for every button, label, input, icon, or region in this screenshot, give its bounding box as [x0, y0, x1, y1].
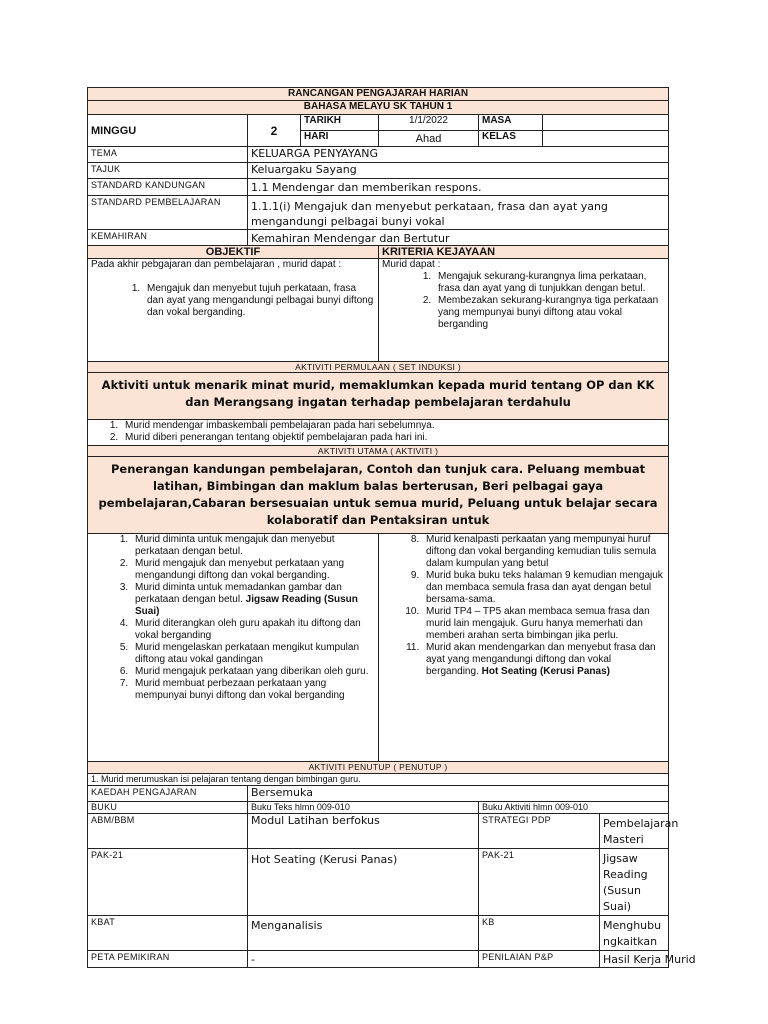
abm-value: Modul Latihan berfokus: [248, 814, 479, 849]
kaedah-value: Bersemuka: [248, 786, 669, 802]
list-item: 10. Murid TP4 – TP5 akan membaca semua frasa dan murid lain mengajuk. Guru hanya memerhati dan memberi arahan serta bimbingan jika perlu.: [422, 606, 665, 642]
standard-pembelajaran-value: 1.1.1(i) Mengajuk dan menyebut perkataan, frasa dan ayat yang mengandungi pelbagai bunyi vokal: [248, 196, 669, 230]
hari-value: Ahad: [379, 131, 479, 147]
utama-right-cell: [379, 534, 669, 762]
objektif-heading: OBJEKTIF: [88, 246, 379, 259]
tajuk-label: TAJUK: [88, 163, 248, 179]
peta-value: -: [248, 951, 479, 968]
tajuk-value: Keluargaku Sayang: [248, 163, 669, 179]
list-item: 5. Murid mengelaskan perkataan mengikut kumpulan diftong atau vokal gandingan: [131, 642, 375, 666]
list-item: 2. Murid diberi penerangan tentang objektif pembelajaran pada hari ini.: [121, 432, 665, 444]
list-item: 6. Murid mengajuk perkataan yang diberikan oleh guru.: [131, 666, 375, 678]
list-item: 11. Murid akan mendengarkan dan menyebut frasa dan ayat yang mengandungi diftong dan vokal berganding. Hot Seating (Kerusi Panas): [422, 642, 665, 678]
utama-summary: Penerangan kandungan pembelajaran, Contoh dan tunjuk cara. Peluang membuat latihan, Bimbingan dan maklum balas berterusan, Beri pelbagai gaya pembelajaran,Cabaran bersesuaian untuk semua murid, Peluang untuk belajar secara kolaboratif dan Pentaksiran untuk: [88, 457, 669, 534]
buku-label: BUKU: [88, 802, 248, 814]
kaedah-label: KAEDAH PENGAJARAN: [88, 786, 248, 802]
objektif-intro: Pada akhir pebgajaran dan pembelajaran , murid dapat :: [91, 259, 342, 270]
plan-subtitle: BAHASA MELAYU SK TAHUN 1: [88, 101, 669, 115]
kb-label: KB: [479, 916, 600, 951]
list-item: 2. Membezakan sekurang-kurangnya tiga perkataan yang mempunyai bunyi diftong atau vokal berganding: [434, 295, 665, 331]
penilaian-value: Hasil Kerja Murid: [600, 951, 669, 968]
buku-aktiviti: Buku Aktiviti hlmn 009-010: [479, 802, 669, 814]
lesson-plan-table: [87, 87, 696, 968]
tarikh-value: 1/1/2022: [379, 115, 479, 131]
tema-label: TEMA: [88, 147, 248, 163]
kelas-label: KELAS: [479, 131, 543, 147]
list-item: 1. Murid mendengar imbaskembali pembelajaran pada hari sebelumnya.: [121, 420, 665, 432]
kemahiran-value: Kemahiran Mendengar dan Bertutur: [248, 230, 669, 246]
penutup-heading: AKTIVITI PENUTUP ( PENUTUP ): [88, 762, 669, 774]
penilaian-label: PENILAIAN P&P: [479, 951, 600, 968]
utama-heading: AKTIVITI UTAMA ( AKTIVITI ): [88, 446, 669, 457]
list-item: 2. Murid mengajuk dan menyebut perkataan yang mengandungi diftong dan vokal berganding.: [131, 558, 375, 582]
permulaan-summary: Aktiviti untuk menarik minat murid, memaklumkan kepada murid tentang OP dan KK dan Merangsang ingatan terhadap pembelajaran terdahulu: [88, 373, 669, 420]
utama-left-list: [91, 534, 375, 702]
objektif-cell: [88, 259, 379, 362]
list-item: 9. Murid buka buku teks halaman 9 kemudian mengajuk dan membaca semula frasa dan ayat dengan betul bersama-sama.: [422, 570, 665, 606]
kelas-value: [543, 131, 669, 147]
strategi-value: Pembelajaran Masteri: [600, 814, 669, 849]
tema-value: KELUARGA PENYAYANG: [248, 147, 669, 163]
pak2-label: PAK-21: [479, 849, 600, 916]
masa-value: [543, 115, 669, 131]
objektif-list: [91, 283, 375, 319]
penutup-item: 1. Murid merumuskan isi pelajaran tentang dengan bimbingan guru.: [88, 774, 669, 786]
pak-label: PAK-21: [88, 849, 248, 916]
permulaan-list: [91, 420, 665, 444]
permulaan-heading: AKTIVITI PERMULAAN ( SET INDUKSI ): [88, 362, 669, 373]
minggu-label: MINGGU: [88, 115, 248, 147]
pak2-value: Jigsaw Reading (Susun Suai): [600, 849, 669, 916]
pak-value: Hot Seating (Kerusi Panas): [248, 849, 479, 916]
lesson-plan: [87, 87, 696, 968]
list-item: 3. Murid diminta untuk memadankan gambar dan perkataan dengan betul. Jigsaw Reading (Susun Suai): [131, 582, 375, 618]
strategi-label: STRATEGI PDP: [479, 814, 600, 849]
kemahiran-label: KEMAHIRAN: [88, 230, 248, 246]
list-item: 8. Murid kenalpasti perkaatan yang mempunyai huruf diftong dan vokal berganding kemudian tulis semula dalam kumpulan yang betul: [422, 534, 665, 570]
list-item: 1. Mengajuk dan menyebut tujuh perkataan, frasa dan ayat yang mengandungi pelbagai bunyi diftong dan vokal berganding.: [143, 283, 375, 319]
kriteria-intro: Murid dapat :: [382, 259, 441, 270]
utama-left-cell: [88, 534, 379, 762]
list-item: 7. Murid membuat perbezaan perkataan yang mempunyai bunyi diftong dan vokal berganding: [131, 678, 375, 702]
list-item: 1. Mengajuk sekurang-kurangnya lima perkataan, frasa dan ayat yang di tunjukkan dengan betul.: [434, 271, 665, 295]
list-item: 1. Murid diminta untuk mengajuk dan menyebut perkataan dengan betul.: [131, 534, 375, 558]
minggu-value: 2: [248, 115, 301, 147]
utama-right-list: [382, 534, 665, 678]
standard-kandungan-label: STANDARD KANDUNGAN: [88, 179, 248, 196]
kb-value: Menghubungkaitkan: [600, 916, 669, 951]
peta-label: PETA PEMIKIRAN: [88, 951, 248, 968]
kbat-value: Menganalisis: [248, 916, 479, 951]
kriteria-cell: [379, 259, 669, 362]
kriteria-heading: KRITERIA KEJAYAAN: [379, 246, 669, 259]
permulaan-items-cell: [88, 420, 669, 446]
tarikh-label: TARIKH: [301, 115, 379, 131]
buku-teks: Buku Teks hlmn 009-010: [248, 802, 479, 814]
list-item: 4. Murid diterangkan oleh guru apakah itu diftong dan vokal berganding: [131, 618, 375, 642]
abm-label: ABM/BBM: [88, 814, 248, 849]
plan-title: RANCANGAN PENGAJARAH HARIAN: [88, 88, 669, 101]
standard-pembelajaran-label: STANDARD PEMBELAJARAN: [88, 196, 248, 230]
masa-label: MASA: [479, 115, 543, 131]
hari-label: HARI: [301, 131, 379, 147]
kriteria-list: [382, 271, 665, 331]
kbat-label: KBAT: [88, 916, 248, 951]
standard-kandungan-value: 1.1 Mendengar dan memberikan respons.: [248, 179, 669, 196]
